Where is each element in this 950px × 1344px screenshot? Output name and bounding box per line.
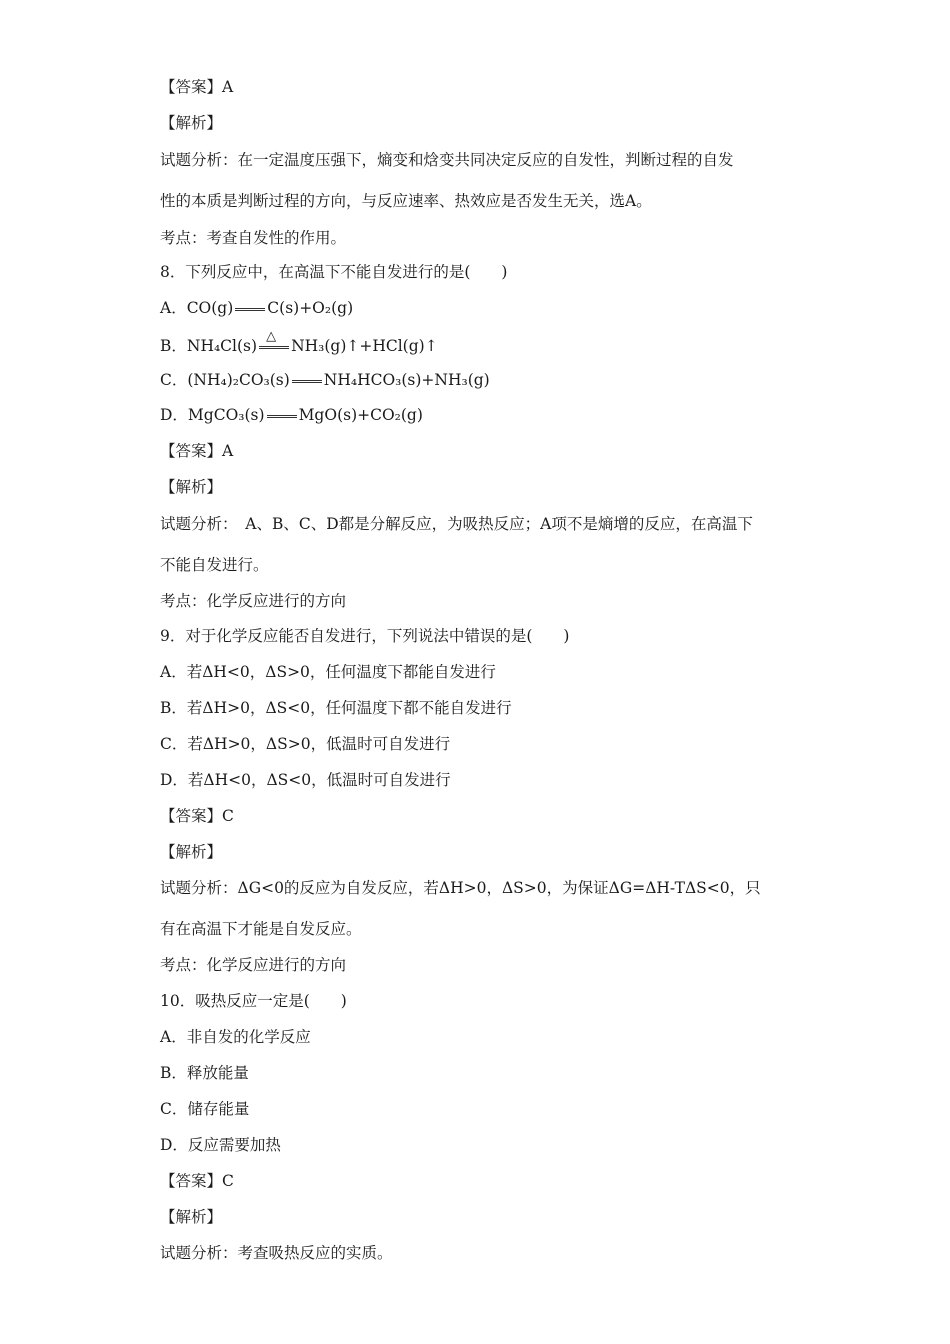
- q7-analysis-label: 【解析】: [160, 114, 223, 132]
- q8-analysis-label: 【解析】: [160, 478, 223, 496]
- q8-option-c-product: NH₄HCO₃(s)+NH₃(g): [323, 371, 490, 389]
- equals-sign-icon: [233, 298, 267, 318]
- q8-analysis-line2: 不能自发进行。: [160, 556, 269, 574]
- q7-answer: 【答案】A: [160, 78, 234, 96]
- q7-analysis-line2: 性的本质是判断过程的方向，与反应速率、热效应是否发生无关，选A。: [160, 192, 652, 210]
- q8-option-c-reactant: C．(NH₄)₂CO₃(s): [160, 371, 290, 389]
- q9-option-b: B．若ΔH>0，ΔS<0，任何温度下都不能自发进行: [160, 699, 512, 717]
- q8-option-a-product: C(s)+O₂(g): [267, 299, 354, 317]
- q8-option-d-product: MgO(s)+CO₂(g): [298, 406, 423, 424]
- q8-option-d-reactant: D．MgCO₃(s): [160, 406, 265, 424]
- q9-option-d: D．若ΔH<0，ΔS<0，低温时可自发进行: [160, 771, 451, 789]
- q10-analysis-line1: 试题分析：考查吸热反应的实质。: [160, 1244, 393, 1262]
- q9-analysis-label: 【解析】: [160, 843, 223, 861]
- q9-answer: 【答案】C: [160, 807, 234, 825]
- q8-analysis-line1: 试题分析： A、B、C、D都是分解反应，为吸热反应；A项不是熵增的反应，在高温下: [160, 515, 753, 533]
- q9-analysis-line2: 有在高温下才能是自发反应。: [160, 920, 362, 938]
- q9-point: 考点：化学反应进行的方向: [160, 956, 347, 974]
- q10-option-c: C．储存能量: [160, 1100, 250, 1118]
- q8-option-a: [160, 298, 353, 318]
- q8-option-a-reactant: A．CO(g): [160, 299, 234, 317]
- equals-sign-icon: [265, 405, 299, 425]
- q7-analysis-line1: 试题分析：在一定温度压强下，熵变和焓变共同决定反应的自发性，判断过程的自发: [160, 151, 734, 169]
- q7-point: 考点：考查自发性的作用。: [160, 229, 347, 247]
- q9-question: 9．对于化学反应能否自发进行，下列说法中错误的是( ): [160, 627, 570, 645]
- q8-option-b-product: NH₃(g)↑+HCl(g)↑: [291, 337, 438, 355]
- q10-option-b: B．释放能量: [160, 1064, 249, 1082]
- heat-equals-sign-icon: [257, 336, 291, 356]
- q8-point: 考点：化学反应进行的方向: [160, 592, 347, 610]
- q8-option-c: [160, 370, 490, 390]
- q10-question: 10．吸热反应一定是( ): [160, 992, 347, 1010]
- q8-option-b: [160, 336, 438, 356]
- q10-answer: 【答案】C: [160, 1172, 234, 1190]
- q8-answer: 【答案】A: [160, 442, 234, 460]
- q9-option-c: C．若ΔH>0，ΔS>0，低温时可自发进行: [160, 735, 451, 753]
- q9-analysis-line1: 试题分析：ΔG<0的反应为自发反应，若ΔH>0，ΔS>0，为保证ΔG=ΔH-TΔS<0，只: [160, 879, 761, 897]
- equals-sign-icon: [290, 370, 324, 390]
- q8-question: 8．下列反应中，在高温下不能自发进行的是( ): [160, 263, 508, 281]
- q8-option-d: [160, 405, 423, 425]
- q9-option-a: A．若ΔH<0，ΔS>0，任何温度下都能自发进行: [160, 663, 496, 681]
- q10-analysis-label: 【解析】: [160, 1208, 223, 1226]
- q8-option-b-reactant: B．NH₄Cl(s): [160, 337, 258, 355]
- q10-option-a: A．非自发的化学反应: [160, 1028, 311, 1046]
- q10-option-d: D．反应需要加热: [160, 1136, 281, 1154]
